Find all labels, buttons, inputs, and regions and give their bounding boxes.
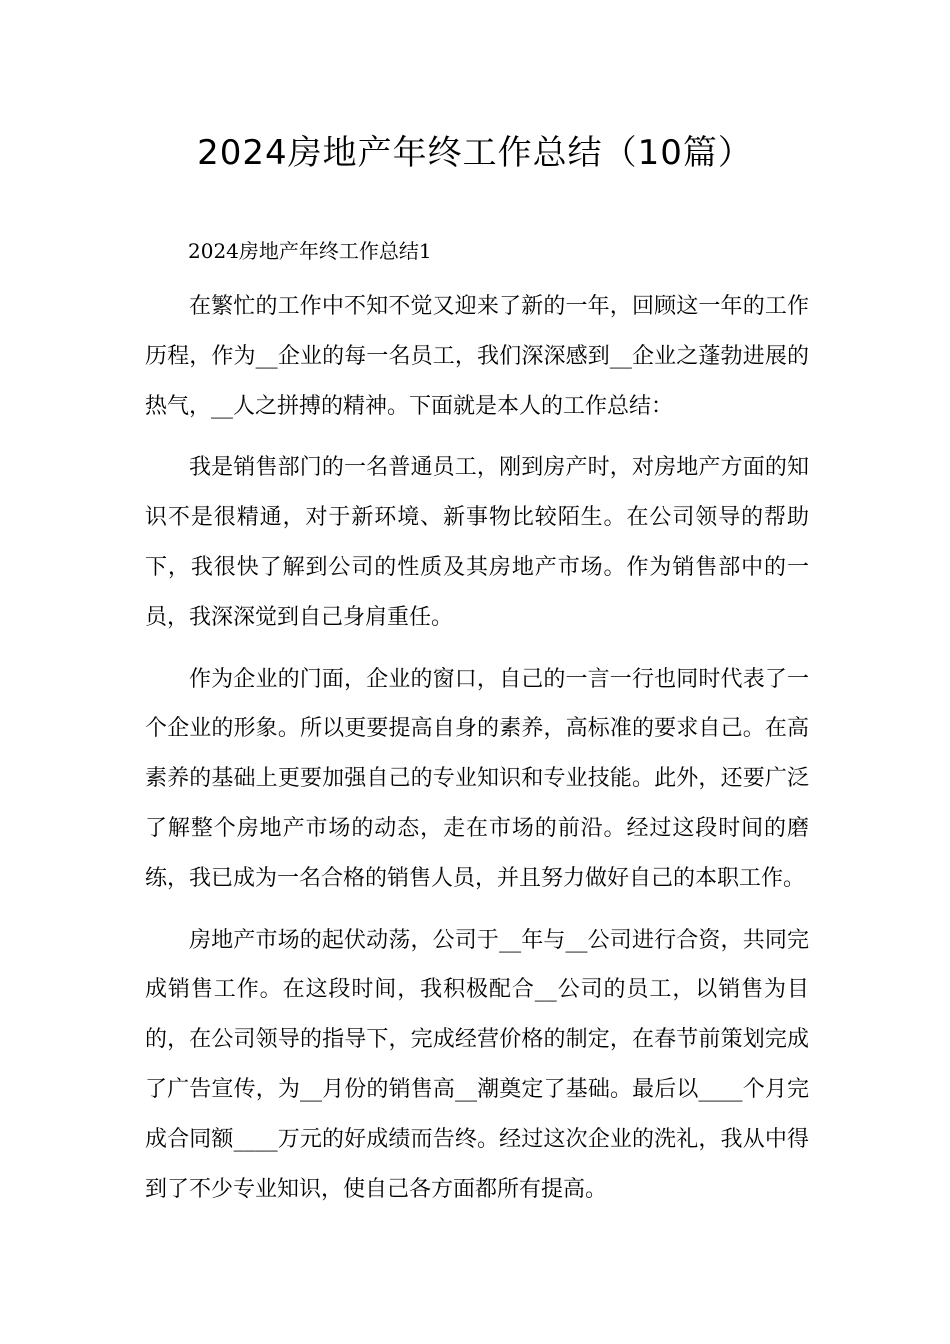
document-body xyxy=(145,282,809,1226)
paragraph-intro: 在繁忙的工作中不知不觉又迎来了新的一年，回顾这一年的工作历程，作为__企业的每一名员工，我们深深感到__企业之蓬勃进展的热气，__人之拼搏的精神。下面就是本人的工作总结： xyxy=(145,294,809,419)
section-heading: 2024房地产年终工作总结1 xyxy=(188,239,432,263)
paragraph-sales-role: 我是销售部门的一名普通员工，刚到房产时，对房地产方面的知识不是很精通，对于新环境、新事物比较陌生。在公司领导的帮助下，我很快了解到公司的性质及其房地产市场。作为销售部中的一员，我深深觉到自己身肩重任。 xyxy=(145,455,809,630)
paragraph-company-image: 作为企业的门面，企业的窗口，自己的一言一行也同时代表了一个企业的形象。所以更要提高自身的素养，高标准的要求自己。在高素养的基础上更要加强自己的专业知识和专业技能。此外，还要广泛了解整个房地产市场的动态，走在市场的前沿。经过这段时间的磨练，我已成为一名合格的销售人员，并且努力做好自己的本职工作。 xyxy=(145,666,809,891)
document-title: 2024房地产年终工作总结（10篇） xyxy=(197,133,753,173)
paragraph-market-results: 房地产市场的起伏动荡，公司于__年与__公司进行合资，共同完成销售工作。在这段时间，我积极配合__公司的员工，以销售为目的，在公司领导的指导下，完成经营价格的制定，在春节前策划完成了广告宣传，为__月份的销售高__潮奠定了基础。最后以____个月完成合同额____万元的好成绩而告终。经过这次企业的洗礼，我从中得到了不少专业知识，使自己各方面都所有提高。 xyxy=(145,927,809,1202)
